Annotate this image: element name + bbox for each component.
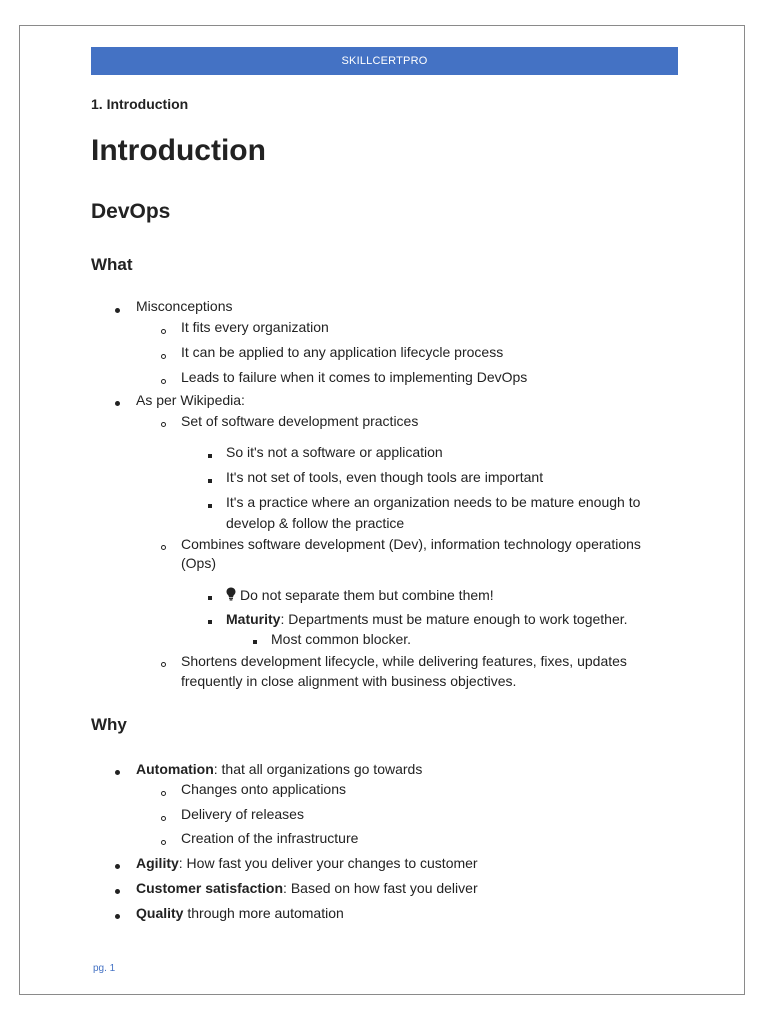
list-item-shortens: Shortens development lifecycle, while delivering features, fixes, updates xyxy=(181,653,627,669)
heading-what: What xyxy=(91,255,133,274)
toc-title: 1. Introduction xyxy=(91,96,189,112)
list-item: So it's not a software or application xyxy=(226,444,443,460)
quality-text: through more automation xyxy=(183,905,344,921)
bullet-disc xyxy=(115,308,120,313)
customer-text: : Based on how fast you deliver xyxy=(283,880,478,896)
heading-why: Why xyxy=(91,715,127,734)
bullet-circle xyxy=(161,840,166,845)
bullet-circle xyxy=(161,379,166,384)
bullet-square xyxy=(208,596,212,600)
list-item-continued: frequently in close alignment with business objectives. xyxy=(181,673,517,689)
bullet-circle xyxy=(161,662,166,667)
bullet-circle xyxy=(161,354,166,359)
bullet-circle xyxy=(161,329,166,334)
agility-text: : How fast you deliver your changes to customer xyxy=(178,855,478,871)
bullet-square xyxy=(208,620,212,624)
list-item-continued: develop & follow the practice xyxy=(226,515,405,531)
heading-introduction: Introduction xyxy=(91,134,266,167)
list-item: Delivery of releases xyxy=(181,806,304,822)
list-item-misconceptions: Misconceptions xyxy=(136,298,233,314)
bullet-circle xyxy=(161,816,166,821)
lightbulb-icon xyxy=(226,587,236,601)
list-item-combine-tip xyxy=(226,585,494,605)
bullet-square xyxy=(253,640,257,644)
list-item: It fits every organization xyxy=(181,319,329,335)
document-page xyxy=(19,25,745,995)
page-number: pg. 1 xyxy=(93,963,116,974)
bullet-disc xyxy=(115,889,120,894)
agility-label: Agility xyxy=(136,855,179,871)
maturity-text: : Departments must be mature enough to work together. xyxy=(280,611,628,627)
bullet-circle xyxy=(161,422,166,427)
list-item-combines: Combines software development (Dev), information technology operations xyxy=(181,536,641,552)
list-item: It can be applied to any application lifecycle process xyxy=(181,344,504,360)
maturity-label: Maturity xyxy=(226,611,281,627)
heading-devops: DevOps xyxy=(91,200,171,223)
bullet-disc xyxy=(115,401,120,406)
list-item: It's a practice where an organization needs to be mature enough to xyxy=(226,494,641,510)
list-item-set-of-practices: Set of software development practices xyxy=(181,413,419,429)
header-label: SKILLCERTPRO xyxy=(341,55,428,67)
quality-label: Quality xyxy=(136,905,184,921)
combine-tip-text: Do not separate them but combine them! xyxy=(240,587,494,603)
list-item: It's not set of tools, even though tools are important xyxy=(226,469,544,485)
bullet-square xyxy=(208,479,212,483)
automation-label: Automation xyxy=(136,761,214,777)
list-item-customer-satisfaction xyxy=(136,878,478,898)
list-item-quality xyxy=(136,903,344,923)
list-item-blocker: Most common blocker. xyxy=(271,631,412,647)
list-item: Leads to failure when it comes to implementing DevOps xyxy=(181,369,528,385)
list-item-wikipedia: As per Wikipedia: xyxy=(136,392,245,408)
list-item-automation xyxy=(136,759,422,779)
bullet-disc xyxy=(115,914,120,919)
bullet-square xyxy=(208,504,212,508)
list-item: Creation of the infrastructure xyxy=(181,830,359,846)
list-item: Changes onto applications xyxy=(181,781,347,797)
bullet-circle xyxy=(161,791,166,796)
automation-text: : that all organizations go towards xyxy=(213,761,423,777)
bullet-disc xyxy=(115,864,120,869)
bullet-disc xyxy=(115,770,120,775)
header-bar xyxy=(91,47,678,75)
bullet-square xyxy=(208,454,212,458)
list-item-continued: (Ops) xyxy=(181,555,216,571)
customer-label: Customer satisfaction xyxy=(136,880,284,896)
list-item-maturity xyxy=(226,609,628,629)
bullet-circle xyxy=(161,545,166,550)
list-item-agility xyxy=(136,853,478,873)
